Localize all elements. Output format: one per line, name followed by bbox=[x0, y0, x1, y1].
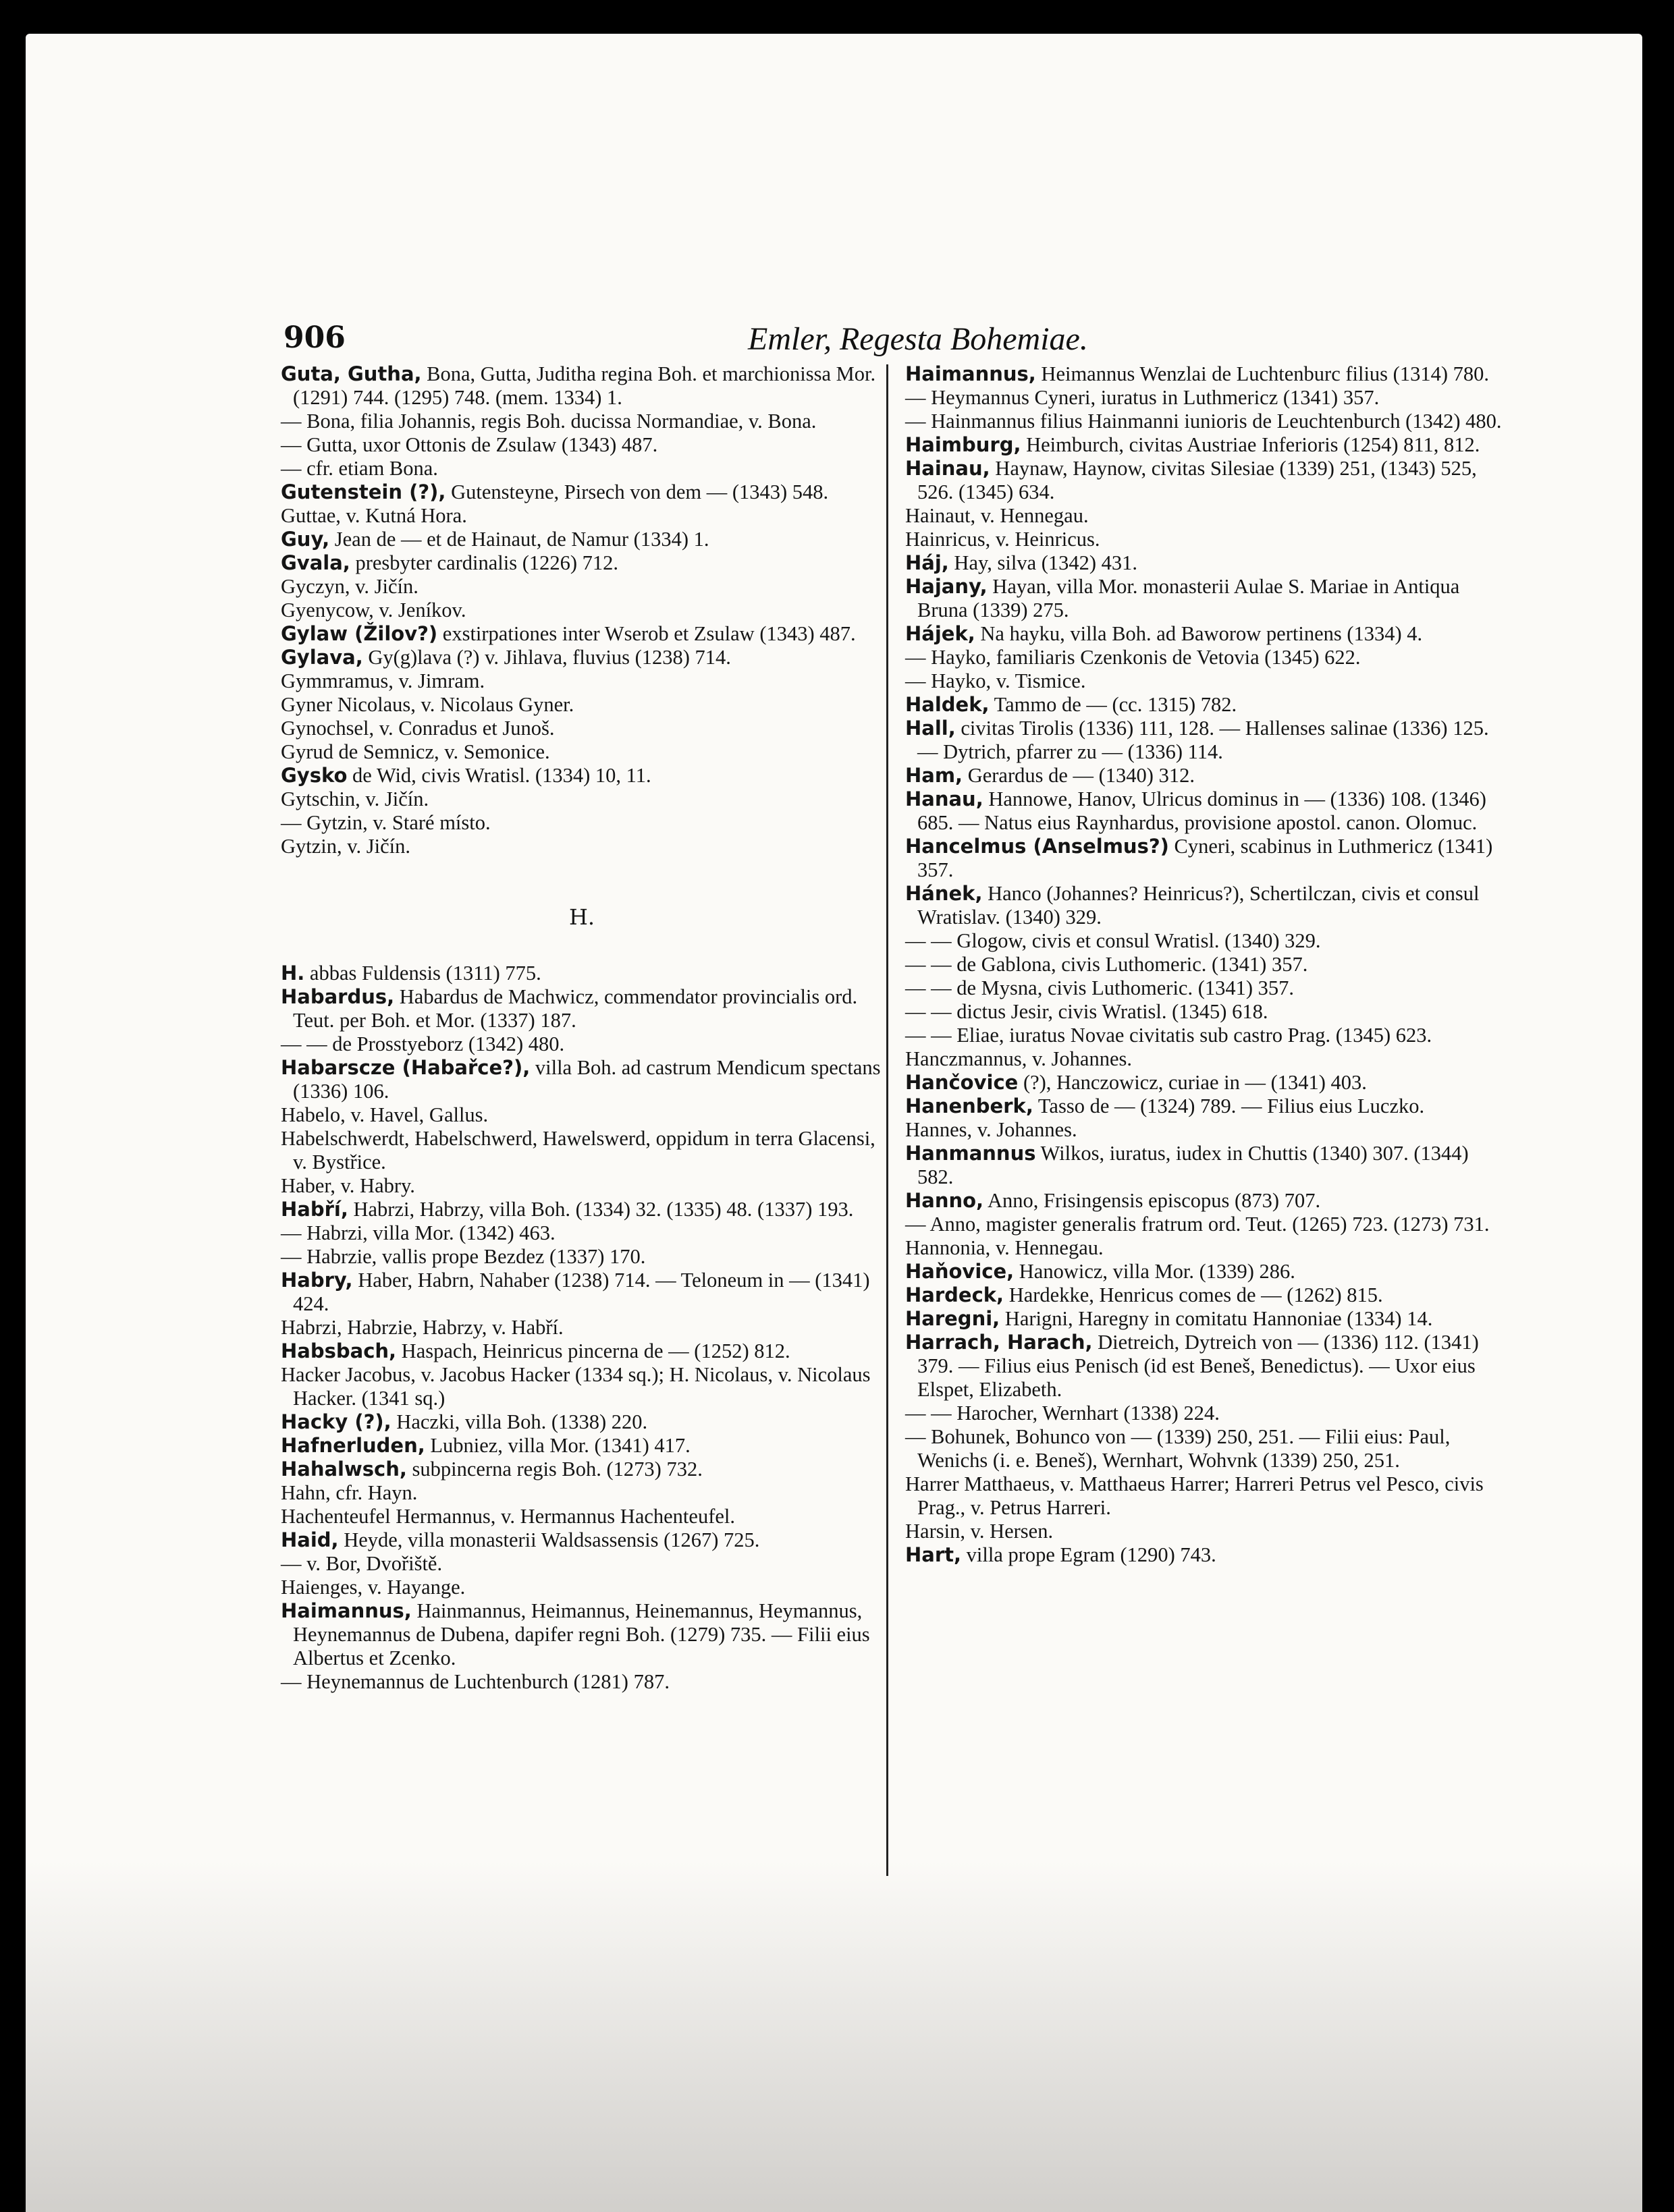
section-spacer bbox=[281, 858, 883, 906]
entry-headword: Háj, bbox=[905, 551, 949, 574]
entry-headword: Habsbach, bbox=[281, 1339, 397, 1362]
entry-headword: Hancelmus (Anselmus?) bbox=[905, 835, 1169, 858]
index-entry bbox=[905, 1024, 1507, 1047]
index-entry bbox=[905, 1189, 1507, 1213]
entry-headword: H. bbox=[281, 962, 305, 985]
entry-text: Na hayku, villa Boh. ad Baworow pertinens (1334) 4. bbox=[975, 622, 1423, 645]
index-entry bbox=[905, 835, 1507, 882]
index-entry bbox=[905, 1071, 1507, 1095]
entry-headword: Guy, bbox=[281, 528, 330, 551]
index-entry bbox=[281, 551, 883, 575]
index-entry bbox=[905, 457, 1507, 504]
entry-text: Wilkos, iuratus, iudex in Chuttis (1340) 307. (1344) 582. bbox=[917, 1142, 1469, 1188]
left-column-entries-g bbox=[281, 362, 883, 858]
entry-headword: Hanmannus bbox=[905, 1142, 1036, 1165]
index-entry bbox=[905, 1307, 1507, 1331]
entry-text: Jean de — et de Hainaut, de Namur (1334) 1. bbox=[329, 528, 709, 551]
index-entry bbox=[905, 717, 1507, 764]
entry-text: Gyenycow, v. Jeníkov. bbox=[281, 599, 466, 621]
left-column bbox=[281, 362, 883, 1694]
entry-text: Cyneri, scabinus in Luthmericz (1341) 357. bbox=[917, 835, 1493, 881]
index-entry bbox=[281, 1434, 883, 1458]
entry-headword: Ham, bbox=[905, 764, 963, 787]
index-entry bbox=[281, 1316, 883, 1339]
index-entry bbox=[281, 1528, 883, 1552]
index-entry bbox=[905, 386, 1507, 410]
index-entry bbox=[281, 1410, 883, 1434]
entry-text: subpincerna regis Boh. (1273) 732. bbox=[406, 1458, 703, 1481]
entry-text: — Heynemannus de Luchtenburch (1281) 787. bbox=[281, 1670, 670, 1693]
entry-text: Lubniez, villa Mor. (1341) 417. bbox=[425, 1434, 691, 1457]
entry-headword: Hájek, bbox=[905, 622, 975, 645]
index-entry bbox=[281, 717, 883, 740]
index-entry bbox=[905, 622, 1507, 646]
index-entry bbox=[281, 1505, 883, 1528]
entry-text: Haber, Habrn, Nahaber (1238) 714. — Teloneum in — (1341) 424. bbox=[293, 1269, 870, 1315]
entry-headword: Haregni, bbox=[905, 1307, 1000, 1330]
index-entry bbox=[905, 976, 1507, 1000]
entry-text: — Anno, magister generalis fratrum ord. Teut. (1265) 723. (1273) 731. bbox=[905, 1213, 1490, 1236]
index-entry bbox=[281, 480, 883, 504]
index-entry bbox=[905, 787, 1507, 835]
entry-text: Haspach, Heinricus pincerna de — (1252) 812. bbox=[396, 1339, 790, 1362]
entry-text: exstirpationes inter Wserob et Zsulaw (1343) 487. bbox=[437, 622, 856, 645]
entry-text: Haber, v. Habry. bbox=[281, 1174, 415, 1197]
entry-text: — Habrzi, villa Mor. (1342) 463. bbox=[281, 1221, 556, 1244]
entry-text: Anno, Frisingensis episcopus (873) 707. bbox=[983, 1189, 1321, 1212]
entry-headword: Hančovice bbox=[905, 1071, 1019, 1094]
entry-text: Hainmannus, Heimannus, Heinemannus, Heymannus, Heynemannus de Dubena, dapifer regni Boh. (1279) 735. — Filii eius Albertus et Zcenko. bbox=[293, 1599, 870, 1669]
column-divider bbox=[886, 364, 888, 1876]
entry-headword: Hanno, bbox=[905, 1189, 984, 1212]
index-entry bbox=[905, 1425, 1507, 1472]
entry-headword: Hacky (?), bbox=[281, 1410, 392, 1433]
entry-headword: Gutenstein (?), bbox=[281, 480, 446, 503]
entry-text: — — de Gablona, civis Luthomeric. (1341) 357. bbox=[905, 953, 1308, 976]
entry-text: Bona, Gutta, Juditha regina Boh. et marchionissa Mor. (1291) 744. (1295) 748. (mem. 1334) 1. bbox=[293, 362, 876, 409]
index-entry bbox=[905, 1236, 1507, 1260]
entry-text: — — Eliae, iuratus Novae civitatis sub castro Prag. (1345) 623. bbox=[905, 1024, 1432, 1047]
index-entry bbox=[905, 433, 1507, 457]
entry-text: Gutensteyne, Pirsech von dem — (1343) 548. bbox=[446, 480, 829, 503]
entry-headword: Habří, bbox=[281, 1198, 348, 1221]
right-column bbox=[905, 362, 1507, 1567]
index-entry bbox=[281, 1198, 883, 1221]
entry-text: — Gytzin, v. Staré místo. bbox=[281, 811, 491, 834]
entry-text: abbas Fuldensis (1311) 775. bbox=[304, 962, 541, 985]
section-spacer-2 bbox=[281, 929, 883, 962]
index-entry bbox=[281, 1458, 883, 1481]
index-entry bbox=[281, 835, 883, 858]
entry-text: — cfr. etiam Bona. bbox=[281, 457, 438, 480]
entry-text: — Bona, filia Johannis, regis Boh. ducissa Normandiae, v. Bona. bbox=[281, 410, 817, 433]
entry-text: Harsin, v. Hersen. bbox=[905, 1520, 1054, 1543]
index-entry bbox=[905, 669, 1507, 693]
entry-text: Heyde, villa monasterii Waldsassensis (1267) 725. bbox=[338, 1528, 760, 1551]
entry-text: — Habrzie, vallis prope Bezdez (1337) 170. bbox=[281, 1245, 646, 1268]
index-entry bbox=[905, 504, 1507, 528]
index-entry bbox=[281, 1670, 883, 1694]
entry-text: Gy(g)lava (?) v. Jihlava, fluvius (1238) 714. bbox=[362, 646, 731, 669]
index-entry bbox=[905, 551, 1507, 575]
entry-headword: Harrach, Harach, bbox=[905, 1331, 1093, 1354]
entry-text: Harigni, Haregny in comitatu Hannoniae (1334) 14. bbox=[1000, 1307, 1433, 1330]
index-entry bbox=[905, 528, 1507, 551]
entry-text: Habrzi, Habrzie, Habrzy, v. Habří. bbox=[281, 1316, 564, 1339]
index-entry bbox=[905, 929, 1507, 953]
index-entry bbox=[281, 1552, 883, 1576]
entry-text: presbyter cardinalis (1226) 712. bbox=[350, 551, 619, 574]
index-entry bbox=[281, 764, 883, 787]
right-column-entries bbox=[905, 362, 1507, 1567]
entry-headword: Hanenberk, bbox=[905, 1095, 1033, 1117]
entry-text: de Wid, civis Wratisl. (1334) 10, 11. bbox=[347, 764, 651, 787]
index-entry bbox=[281, 504, 883, 528]
entry-text: — — Harocher, Wernhart (1338) 224. bbox=[905, 1402, 1220, 1425]
index-entry bbox=[905, 1213, 1507, 1236]
entry-text: Gynochsel, v. Conradus et Junoš. bbox=[281, 717, 555, 740]
entry-text: Haczki, villa Boh. (1338) 220. bbox=[391, 1410, 648, 1433]
entry-text: Hainaut, v. Hennegau. bbox=[905, 504, 1089, 527]
entry-text: — Gutta, uxor Ottonis de Zsulaw (1343) 487. bbox=[281, 433, 658, 456]
index-entry bbox=[905, 1095, 1507, 1118]
entry-headword: Habry, bbox=[281, 1269, 353, 1292]
entry-text: Habelo, v. Havel, Gallus. bbox=[281, 1103, 489, 1126]
entry-text: villa prope Egram (1290) 743. bbox=[961, 1543, 1216, 1566]
index-entry bbox=[905, 1472, 1507, 1520]
entry-text: Gytschin, v. Jičín. bbox=[281, 787, 429, 810]
index-entry bbox=[281, 575, 883, 599]
index-entry bbox=[281, 985, 883, 1032]
entry-headword: Gylaw (Žilov?) bbox=[281, 622, 438, 645]
index-entry bbox=[905, 575, 1507, 622]
index-entry bbox=[905, 1047, 1507, 1071]
entry-text: Habelschwerdt, Habelschwerd, Hawelswerd, oppidum in terra Glacensi, v. Bystřice. bbox=[281, 1127, 875, 1173]
entry-text: Gerardus de — (1340) 312. bbox=[963, 764, 1195, 787]
entry-text: Tasso de — (1324) 789. — Filius eius Luczko. bbox=[1033, 1095, 1425, 1117]
entry-text: — Heymannus Cyneri, iuratus in Luthmericz (1341) 357. bbox=[905, 386, 1380, 409]
entry-text: civitas Tirolis (1336) 111, 128. — Hallenses salinae (1336) 125. — Dytrich, pfarrer zu — (1336) 114. bbox=[917, 717, 1489, 763]
index-entry bbox=[905, 1331, 1507, 1402]
scan-shadow bbox=[26, 1861, 1642, 2212]
running-title: Emler, Regesta Bohemiae. bbox=[748, 321, 1088, 357]
entry-headword: Hall, bbox=[905, 717, 956, 740]
entry-headword: Hajany, bbox=[905, 575, 988, 598]
left-column-entries-h bbox=[281, 962, 883, 1694]
entry-headword: Haňovice, bbox=[905, 1260, 1015, 1283]
index-entry bbox=[281, 362, 883, 410]
entry-headword: Hafnerluden, bbox=[281, 1434, 425, 1457]
entry-text: Heimannus Wenzlai de Luchtenburc filius (1314) 780. bbox=[1035, 362, 1489, 385]
index-entry bbox=[905, 1402, 1507, 1425]
index-entry bbox=[905, 410, 1507, 433]
entry-text: Hannes, v. Johannes. bbox=[905, 1118, 1077, 1141]
entry-headword: Haimannus, bbox=[281, 1599, 412, 1622]
entry-headword: Haimburg, bbox=[905, 433, 1021, 456]
entry-headword: Gysko bbox=[281, 764, 348, 787]
index-entry bbox=[281, 457, 883, 480]
index-entry bbox=[281, 787, 883, 811]
entry-text: — Hayko, familiaris Czenkonis de Vetovia (1345) 622. bbox=[905, 646, 1361, 669]
entry-text: — Hayko, v. Tismice. bbox=[905, 669, 1086, 692]
index-entry bbox=[281, 1032, 883, 1056]
entry-text: Haynaw, Haynow, civitas Silesiae (1339) 251, (1343) 525, 526. (1345) 634. bbox=[917, 457, 1477, 503]
entry-headword: Haid, bbox=[281, 1528, 339, 1551]
entry-text: Hayan, villa Mor. monasterii Aulae S. Mariae in Antiqua Bruna (1339) 275. bbox=[917, 575, 1460, 621]
index-entry bbox=[281, 1103, 883, 1127]
entry-headword: Gylava, bbox=[281, 646, 363, 669]
entry-text: Gymmramus, v. Jimram. bbox=[281, 669, 485, 692]
index-entry bbox=[281, 1056, 883, 1103]
page-header bbox=[284, 321, 1566, 368]
index-entry bbox=[905, 1543, 1507, 1567]
index-entry bbox=[905, 1000, 1507, 1024]
index-entry bbox=[281, 1269, 883, 1316]
entry-text: — Hainmannus filius Hainmanni iunioris de Leuchtenburch (1342) 480. bbox=[905, 410, 1502, 433]
entry-text: Hannowe, Hanov, Ulricus dominus in — (1336) 108. (1346) 685. — Natus eius Raynhardus, provisione apostol. canon. Olomuc. bbox=[917, 787, 1486, 834]
entry-text: Hay, silva (1342) 431. bbox=[948, 551, 1138, 574]
index-entry bbox=[905, 1283, 1507, 1307]
entry-text: Gyczyn, v. Jičín. bbox=[281, 575, 418, 598]
index-entry bbox=[281, 669, 883, 693]
entry-text: Hardekke, Henricus comes de — (1262) 815. bbox=[1004, 1283, 1383, 1306]
entry-text: Hainricus, v. Heinricus. bbox=[905, 528, 1100, 551]
index-entry bbox=[905, 1260, 1507, 1283]
entry-text: Habrzi, Habrzy, villa Boh. (1334) 32. (1335) 48. (1337) 193. bbox=[348, 1198, 854, 1221]
entry-headword: Hardeck, bbox=[905, 1283, 1004, 1306]
index-entry bbox=[281, 962, 883, 985]
index-entry bbox=[905, 764, 1507, 787]
index-entry bbox=[281, 740, 883, 764]
entry-text: Hanczmannus, v. Johannes. bbox=[905, 1047, 1132, 1070]
index-entry bbox=[281, 1245, 883, 1269]
entry-headword: Gvala, bbox=[281, 551, 350, 574]
entry-headword: Hainau, bbox=[905, 457, 990, 480]
entry-text: Hanowicz, villa Mor. (1339) 286. bbox=[1014, 1260, 1295, 1283]
entry-text: Hannonia, v. Hennegau. bbox=[905, 1236, 1104, 1259]
index-entry bbox=[905, 693, 1507, 717]
entry-text: — — de Prosstyeborz (1342) 480. bbox=[281, 1032, 565, 1055]
index-entry bbox=[281, 599, 883, 622]
entry-text: — v. Bor, Dvořiště. bbox=[281, 1552, 443, 1575]
entry-headword: Haimannus, bbox=[905, 362, 1036, 385]
index-entry bbox=[281, 1127, 883, 1174]
index-entry bbox=[281, 1339, 883, 1363]
index-entry bbox=[905, 882, 1507, 929]
index-entry bbox=[281, 1363, 883, 1410]
index-entry bbox=[281, 528, 883, 551]
entry-text: Haienges, v. Hayange. bbox=[281, 1576, 466, 1599]
entry-text: Hachenteufel Hermannus, v. Hermannus Hachenteufel. bbox=[281, 1505, 735, 1528]
index-entry bbox=[281, 811, 883, 835]
page-number: 906 bbox=[284, 321, 346, 355]
index-entry bbox=[281, 1221, 883, 1245]
entry-text: Harrer Matthaeus, v. Matthaeus Harrer; Harreri Petrus vel Pesco, civis Prag., v. Petrus Harreri. bbox=[905, 1472, 1484, 1519]
index-entry bbox=[905, 646, 1507, 669]
entry-headword: Haldek, bbox=[905, 693, 990, 716]
index-entry bbox=[281, 646, 883, 669]
index-entry bbox=[281, 1576, 883, 1599]
entry-text: Dietreich, Dytreich von — (1336) 112. (1341) 379. — Filius eius Penisch (id est Beneš, Benedictus). — Uxor eius Elspet, Elizabeth. bbox=[917, 1331, 1479, 1401]
index-entry bbox=[281, 410, 883, 433]
section-letter: H. bbox=[568, 904, 595, 930]
entry-headword: Hahalwsch, bbox=[281, 1458, 407, 1481]
index-entry bbox=[281, 693, 883, 717]
entry-text: Gyrud de Semnicz, v. Semonice. bbox=[281, 740, 550, 763]
index-entry bbox=[905, 362, 1507, 386]
entry-headword: Hart, bbox=[905, 1543, 962, 1566]
entry-text: Hahn, cfr. Hayn. bbox=[281, 1481, 418, 1504]
index-entry bbox=[905, 1520, 1507, 1543]
entry-text: Gytzin, v. Jičín. bbox=[281, 835, 411, 858]
entry-headword: Hánek, bbox=[905, 882, 983, 905]
entry-text: Hanco (Johannes? Heinricus?), Schertilczan, civis et consul Wratislav. (1340) 329. bbox=[917, 882, 1480, 929]
index-entry bbox=[281, 1599, 883, 1670]
entry-headword: Guta, Gutha, bbox=[281, 362, 422, 385]
entry-text: Gyner Nicolaus, v. Nicolaus Gyner. bbox=[281, 693, 574, 716]
entry-text: Habardus de Machwicz, commendator provincialis ord. Teut. per Boh. et Mor. (1337) 187. bbox=[293, 985, 858, 1032]
entry-text: Tammo de — (cc. 1315) 782. bbox=[989, 693, 1237, 716]
entry-text: Hacker Jacobus, v. Jacobus Hacker (1334 sq.); H. Nicolaus, v. Nicolaus Hacker. (1341 sq.) bbox=[281, 1363, 871, 1410]
index-entry bbox=[281, 433, 883, 457]
index-entry bbox=[281, 622, 883, 646]
entry-text: Guttae, v. Kutná Hora. bbox=[281, 504, 467, 527]
entry-text: Heimburch, civitas Austriae Inferioris (1254) 811, 812. bbox=[1021, 433, 1480, 456]
entry-headword: Habarscze (Habařce?), bbox=[281, 1056, 531, 1079]
entry-text: (?), Hanczowicz, curiae in — (1341) 403. bbox=[1018, 1071, 1367, 1094]
entry-text: — Bohunek, Bohunco von — (1339) 250, 251. — Filii eius: Paul, Wenichs (i. e. Beneš), Wernhart, Wohvnk (1339) 250, 251. bbox=[905, 1425, 1451, 1472]
entry-text: villa Boh. ad castrum Mendicum spectans (1336) 106. bbox=[293, 1056, 881, 1103]
index-entry bbox=[905, 1118, 1507, 1142]
entry-text: — — Glogow, civis et consul Wratisl. (1340) 329. bbox=[905, 929, 1321, 952]
index-entry bbox=[905, 1142, 1507, 1189]
entry-text: — — de Mysna, civis Luthomeric. (1341) 357. bbox=[905, 976, 1295, 999]
index-entry bbox=[905, 953, 1507, 976]
entry-headword: Hanau, bbox=[905, 787, 983, 810]
index-entry bbox=[281, 1174, 883, 1198]
entry-text: — — dictus Jesir, civis Wratisl. (1345) 618. bbox=[905, 1000, 1268, 1023]
index-entry bbox=[281, 1481, 883, 1505]
entry-headword: Habardus, bbox=[281, 985, 395, 1008]
